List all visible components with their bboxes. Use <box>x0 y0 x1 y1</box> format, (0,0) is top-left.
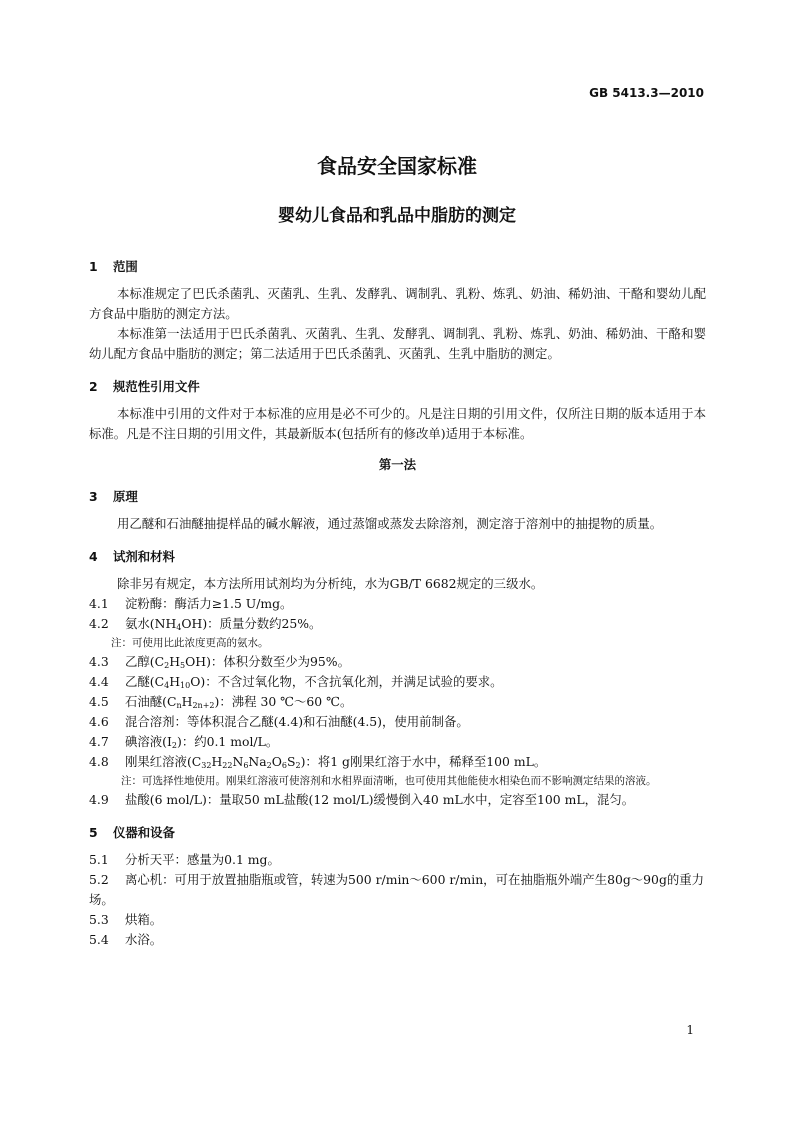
note: 注：可使用比此浓度更高的氨水。 <box>111 637 269 649</box>
list-item: 4.5 石油醚$(C_nH_{2n+2})$：沸程 30 ℃～60 ℃。 <box>89 694 353 710</box>
document-code: GB 5413.3—2010 <box>589 86 704 100</box>
section-3-paragraph: 用乙醚和石油醚抽提样品的碱水解液，通过蒸馏或蒸发去除溶剂，测定溶于溶剂中的抽提物的质量。 <box>117 516 663 531</box>
note: 注：可选择性地使用。刚果红溶液可使溶剂和水相界面清晰，也可使用其他能使水相染色而不影响测定结果的溶液。 <box>121 775 657 787</box>
list-item: 5.3 烘箱。 <box>89 912 163 927</box>
page-subtitle: 婴幼儿食品和乳品中脂肪的测定 <box>278 206 516 226</box>
section-1-paragraph: 本标准第一法适用于巴氏杀菌乳、灭菌乳、生乳、发酵乳、调制乳、乳粉、炼乳、奶油、稀奶油、干酪和婴幼儿配方食品中脂肪的测定；第二法适用于巴氏杀菌乳、灭菌乳、生乳中脂肪的测定。 <box>89 326 706 361</box>
list-item: 4.8 刚果红溶液$(C_{32}H_{22}N_6Na_2O_6S_2)$：将1 g刚果红溶于水中，稀释至100 mL。 <box>89 754 547 770</box>
list-item: 4.6 混合溶剂：等体积混合乙醚(4.4)和石油醚(4.5)，使用前制备。 <box>89 714 469 729</box>
section-1-heading: 1 范围 <box>89 259 138 274</box>
list-item: 4.7 碘溶液$(I_2)$：约0.1 mol/L。 <box>89 734 279 750</box>
list-item: 4.9 盐酸(6 mol/L)：量取50 mL盐酸(12 mol/L)缓慢倒入40 mL水中，定容至100 mL，混匀。 <box>89 792 635 807</box>
list-item: 5.1 分析天平：感量为0.1 mg。 <box>89 852 280 867</box>
section-3-heading: 3 原理 <box>89 489 138 504</box>
list-item: 5.4 水浴。 <box>89 932 163 947</box>
list-item: 4.4 乙醚$(C_4H_{10}O)$：不含过氧化物，不含抗氧化剂，并满足试验的要求。 <box>89 674 503 690</box>
list-item: 4.2 氨水$(NH_4OH)$：质量分数约25%。 <box>89 616 322 632</box>
method-heading: 第一法 <box>378 457 417 472</box>
list-item: 4.3 乙醇$(C_2H_5OH)$：体积分数至少为95%。 <box>89 654 350 670</box>
section-2-heading: 2 规范性引用文件 <box>89 379 200 394</box>
page-number: 1 <box>686 1023 694 1037</box>
list-item: 5.2 离心机：可用于放置抽脂瓶或管，转速为500 r/min～600 r/min，可在抽脂瓶外端产生80g～90g的重力场。 <box>89 872 705 907</box>
section-4-heading: 4 试剂和材料 <box>89 549 175 564</box>
document-body <box>89 258 706 950</box>
list-item: 4.1 淀粉酶：酶活力≥1.5 U/mg。 <box>89 596 293 611</box>
section-4-intro: 除非另有规定，本方法所用试剂均为分析纯，水为GB/T 6682规定的三级水。 <box>117 576 544 591</box>
section-1-paragraph: 本标准规定了巴氏杀菌乳、灭菌乳、生乳、发酵乳、调制乳、乳粉、炼乳、奶油、稀奶油、干酪和婴幼儿配方食品中脂肪的测定方法。 <box>89 286 706 321</box>
section-5-heading: 5 仪器和设备 <box>89 825 175 840</box>
page-title: 食品安全国家标准 <box>317 154 477 178</box>
section-2-paragraph: 本标准中引用的文件对于本标准的应用是必不可少的。凡是注日期的引用文件，仅所注日期的版本适用于本标准。凡是不注日期的引用文件，其最新版本(包括所有的修改单)适用于本标准。 <box>89 406 706 441</box>
